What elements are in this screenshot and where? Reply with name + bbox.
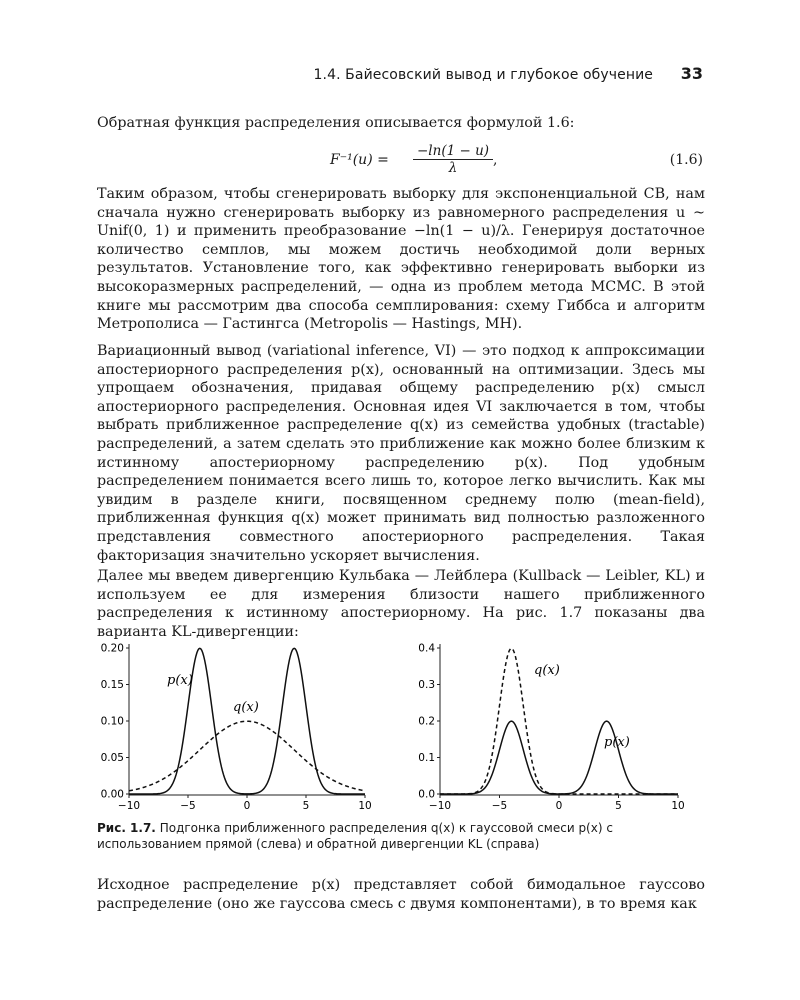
x-tick-label: 0 <box>555 800 563 812</box>
paragraph-kl: Далее мы введем дивергенцию Кульбака — Лейблера (Kullback — Leibler, KL) и используем ее для измерения близости нашего приближенного распределения к истинному апостериорному. На рис. 1.7 показаны два варианта KL-дивергенции: <box>97 568 705 640</box>
chart-reverse-kl-svg <box>408 636 688 816</box>
x-tick-label: 5 <box>302 800 310 812</box>
figure-caption <box>97 820 705 852</box>
curve-label: p(x) <box>167 673 193 688</box>
y-tick-label: 0.00 <box>100 788 124 801</box>
y-tick-label: 0.3 <box>418 679 435 691</box>
equation-fraction <box>413 143 493 176</box>
y-tick-label: 0.0 <box>418 788 435 801</box>
chart-reverse-kl <box>408 636 688 816</box>
series-line-px <box>129 648 365 794</box>
equation-numerator: −ln(1 − u) <box>413 143 493 160</box>
page-number: 33 <box>680 64 703 83</box>
x-tick-label: 10 <box>671 800 685 812</box>
curve-label: p(x) <box>604 735 630 750</box>
page-header <box>97 64 705 86</box>
series-line-px <box>440 721 678 794</box>
series-line-qx <box>129 721 365 791</box>
y-tick-label: 0.4 <box>418 642 435 655</box>
x-tick-label: 5 <box>615 800 622 812</box>
y-tick-label: 0.05 <box>100 752 124 764</box>
x-tick-label: −5 <box>491 800 508 812</box>
y-tick-label: 0.10 <box>100 715 124 728</box>
equation-comma: , <box>493 152 498 168</box>
x-tick-label: 10 <box>358 800 372 812</box>
y-tick-label: 0.15 <box>100 679 124 691</box>
chart-forward-kl <box>95 636 375 816</box>
x-tick-label: −5 <box>180 800 196 812</box>
paragraph-sampling: Таким образом, чтобы сгенерировать выборку для экспоненциальной СВ, нам сначала нужно сгенерировать выборку из равномерного распределения u ~ Unif(0, 1) и применить преобразование −ln(1 − u)/λ. Генерируя достаточное количество семплов, мы можем достичь необходимой доли верных результатов. Установление того, как эффективно генерировать выборки из высокоразмерных распределений, — одна из проблем метода MCMC. В этой книге мы рассмотрим два способа семплирования: схему Гиббса и алгоритм Метрополиса — Гастингса (Metropolis — Hastings, MH). <box>97 186 705 333</box>
y-tick-label: 0.20 <box>100 642 124 655</box>
curve-label: q(x) <box>534 663 560 678</box>
chart-forward-kl-svg <box>95 636 375 816</box>
running-head: 1.4. Байесовский вывод и глубокое обучение <box>313 67 653 83</box>
equation-lhs: F⁻¹(u) = <box>330 152 389 168</box>
equation-number: (1.6) <box>669 152 703 168</box>
x-tick-label: 0 <box>243 800 251 812</box>
caption-label: Рис. 1.7. <box>97 821 156 835</box>
y-tick-label: 0.2 <box>418 715 435 728</box>
caption-text: Подгонка приближенного распределения q(x) к гауссовой смеси p(x) с использованием прямой (слева) и обратной дивергенции KL (справа) <box>97 821 613 851</box>
paragraph-bimodal: Исходное распределение p(x) представляет собой бимодальное гауссово распределение (оно же гауссова смесь с двумя компонентами), в то время как <box>97 877 705 912</box>
equation-denominator: λ <box>448 160 458 176</box>
paragraph-intro: Обратная функция распределения описывается формулой 1.6: <box>97 115 575 131</box>
curve-label: q(x) <box>233 700 259 715</box>
x-tick-label: −10 <box>117 800 141 812</box>
y-tick-label: 0.1 <box>418 752 435 764</box>
paragraph-variational: Вариационный вывод (variational inference, VI) — это подход к аппроксимации апостериорного распределения p(x), основанный на оптимизации. Здесь мы упрощаем обозначения, придавая общему распределению p(x) смысл апостериорного распределения. Основная идея VI заключается в том, чтобы выбрать приближенное распределение q(x) из семейства удобных (tractable) распределений, а затем сделать это приближение как можно более близким к истинному апостериорному распределению p(x). Под удобным распределением понимается всего лишь то, которое легко вычислить. Как мы увидим в разделе книги, посвященном среднему полю (mean-field), приближенная функция q(x) может принимать вид полностью разложенного представления совместного апостериорного распределения. Такая факторизация значительно ускоряет вычисления. <box>97 343 705 564</box>
equation-1-6 <box>97 143 705 189</box>
x-tick-label: −10 <box>428 800 452 812</box>
